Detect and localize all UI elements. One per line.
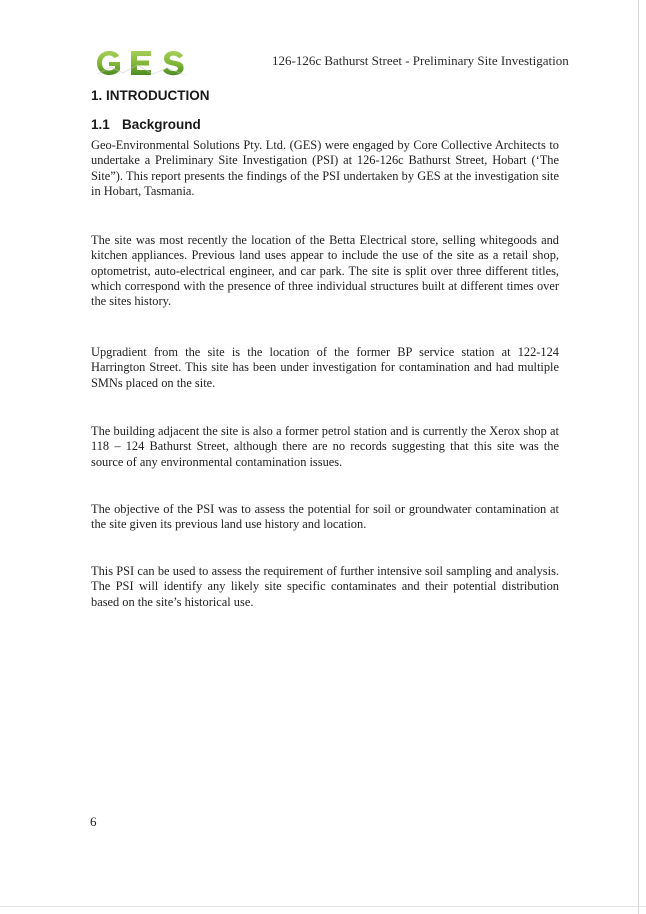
- subsection-heading: [91, 116, 201, 133]
- paragraph: The building adjacent the site is also a former petrol station and is currently the Xerox shop at 118 – 124 Bathurst Street, although there are no records suggesting that this site was the source of any environmental contamination issues.: [91, 424, 559, 469]
- section-heading: 1. INTRODUCTION: [91, 88, 210, 103]
- header-title: 126-126c Bathurst Street - Preliminary Site Investigation: [272, 53, 569, 68]
- ges-logo: [93, 47, 191, 79]
- page-number: 6: [90, 814, 97, 829]
- paragraph: This PSI can be used to assess the requirement of further intensive soil sampling and analysis. The PSI will identify any likely site specific contaminates and their potential distribution based on the site’s historical use.: [91, 564, 559, 609]
- paragraph: Geo-Environmental Solutions Pty. Ltd. (GES) were engaged by Core Collective Architects to undertake a Preliminary Site Investigation (PSI) at 126-126c Bathurst Street, Hobart (‘The Site”). This report presents the findings of the PSI undertaken by GES at the investigation site in Hobart, Tasmania.: [91, 138, 559, 198]
- paragraph: The site was most recently the location of the Betta Electrical store, selling whitegoods and kitchen appliances. Previous land uses appear to include the use of the site as a retail shop, optometrist, auto-electrical engineer, and car park. The site is split over three different titles, which correspond with the presence of three individual structures built at different times over the sites history.: [91, 233, 559, 309]
- paragraph: The objective of the PSI was to assess the potential for soil or groundwater contamination at the site given its previous land use history and location.: [91, 502, 559, 532]
- ges-logo-graphic: [93, 47, 191, 79]
- page-edge-bottom: [0, 906, 646, 907]
- page-edge-right: [638, 0, 639, 914]
- paragraph: Upgradient from the site is the location of the former BP service station at 122-124 Harrington Street. This site has been under investigation for contamination and had multiple SMNs placed on the site.: [91, 345, 559, 390]
- subsection-title: Background: [122, 117, 201, 132]
- subsection-number: 1.1: [91, 117, 110, 132]
